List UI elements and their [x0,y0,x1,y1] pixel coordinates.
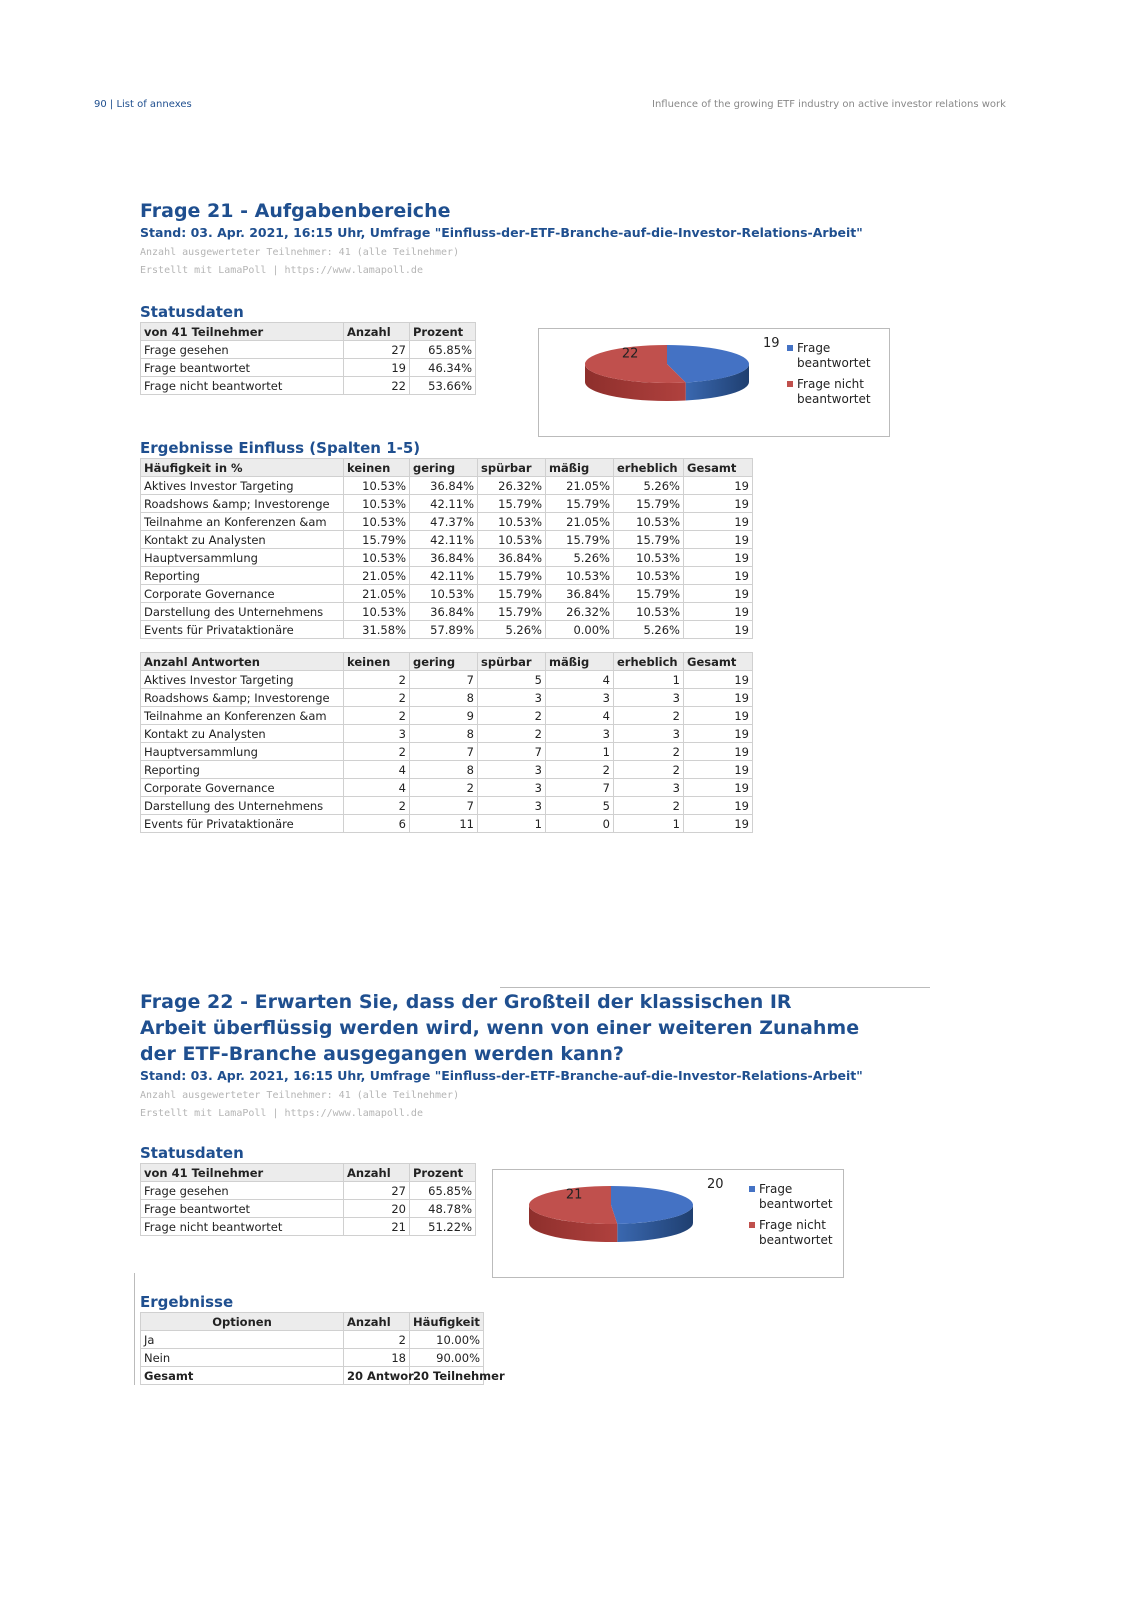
q21-cnt-cell: 19 [684,743,753,761]
q21-pct-cell: 10.53% [478,513,546,531]
q21-cnt-cell: 11 [410,815,478,833]
q21-legend-swatch-red [787,381,793,387]
q22-left-rule [134,1273,135,1385]
q22-title-line1: Frage 22 - Erwarten Sie, dass der Großteil der klassischen IR [140,991,792,1013]
q21-cnt-header-row [141,653,753,671]
q22-legend-swatch-red [749,1222,755,1228]
q21-title: Frage 21 - Aufgabenbereiche [140,200,451,222]
q22-legend-blue-label: Frage beantwortet [759,1182,833,1211]
q22-res-cell: 2 [344,1331,410,1349]
q21-cnt-row [141,707,753,725]
q21-pct-header-cell: keinen [344,459,410,477]
q21-pct-cell: 42.11% [410,531,478,549]
q21-pct-cell: 15.79% [614,585,684,603]
q21-cnt-cell: Teilnahme an Konferenzen &am [141,707,344,725]
q21-cnt-cell: 2 [344,707,410,725]
q22-legend-not-answered [749,1218,839,1248]
q22-status-cell: 20 [344,1200,410,1218]
q21-cnt-cell: 2 [344,743,410,761]
q21-pct-cell: 19 [684,603,753,621]
q21-pct-cell: 5.26% [614,621,684,639]
q21-pct-cell: 36.84% [546,585,614,603]
q22-results [140,1292,505,1385]
q21-pct-cell: 47.37% [410,513,478,531]
q21-status-cell: Frage beantwortet [141,359,344,377]
q22-res-header-cell: Anzahl [344,1313,410,1331]
q22-status-cell: Frage beantwortet [141,1200,344,1218]
q21-cnt-header-cell: gering [410,653,478,671]
q21-pct-cell: 10.53% [614,603,684,621]
q21-pct-header-cell: erheblich [614,459,684,477]
q21-pct-cell: 5.26% [546,549,614,567]
q21-pct-cell: 5.26% [478,621,546,639]
q21-status-title: Statusdaten [140,303,244,321]
q21-cnt-cell: 2 [478,725,546,743]
q21-pct-cell: 21.05% [344,567,410,585]
q21-pct-row [141,513,753,531]
q21-cnt-cell: 2 [344,689,410,707]
q21-pct-header-row [141,459,753,477]
q21-cnt-cell: 2 [614,743,684,761]
q22-legend [749,1182,839,1254]
q21-pct-cell: 5.26% [614,477,684,495]
q21-pct-cell: 21.05% [344,585,410,603]
q22-status-cell: 27 [344,1182,410,1200]
q21-cnt-cell: 3 [478,761,546,779]
q21-cnt-cell: 7 [410,743,478,761]
q21-status-table [140,322,476,395]
q21-cnt-header-cell: mäßig [546,653,614,671]
q21-pct-cell: Teilnahme an Konferenzen &am [141,513,344,531]
q21-cnt-row [141,761,753,779]
q21-pct-cell: 10.53% [344,549,410,567]
q21-pct-row [141,549,753,567]
q21-cnt-cell: 19 [684,779,753,797]
q21-pct-cell: 42.11% [410,567,478,585]
q21-cnt-cell: 2 [410,779,478,797]
q22-res-cell: 18 [344,1349,410,1367]
q22-title-line3: der ETF-Branche ausgegangen werden kann? [140,1043,624,1065]
q21-cnt-cell: 2 [478,707,546,725]
q21-cnt-row [141,689,753,707]
q21-pct-cell: 26.32% [478,477,546,495]
q21-status-header-row [141,323,476,341]
q21-cnt-cell: 19 [684,815,753,833]
q21-status-header-cell: Prozent [410,323,476,341]
q22-legend-swatch-blue [749,1186,755,1192]
q21-cnt-cell: 3 [478,689,546,707]
running-header-right: Influence of the growing ETF industry on active investor relations work [652,99,1006,110]
q22-res-row [141,1331,484,1349]
q22-status-header-cell: Anzahl [344,1164,410,1182]
q22-stand: Stand: 03. Apr. 2021, 16:15 Uhr, Umfrage "Einfluss-der-ETF-Branche-auf-die-Investor-Relations-Arbeit" [140,1068,863,1083]
q21-status-cell: 27 [344,341,410,359]
q21-pct-cell: 10.53% [344,513,410,531]
q21-cnt-cell: 4 [344,779,410,797]
q21-pct-cell: 15.79% [344,531,410,549]
q21-stand: Stand: 03. Apr. 2021, 16:15 Uhr, Umfrage "Einfluss-der-ETF-Branche-auf-die-Investor-Relations-Arbeit" [140,225,863,240]
q21-pct-cell: 15.79% [478,603,546,621]
q21-cnt-cell: 9 [410,707,478,725]
q21-cnt-row [141,743,753,761]
q21-cnt-cell: 3 [614,689,684,707]
q21-pct-cell: 36.84% [410,549,478,567]
q21-cnt-cell: 19 [684,761,753,779]
q21-legend [787,341,877,413]
q22-status-cell: 21 [344,1218,410,1236]
q21-cnt-cell: 19 [684,671,753,689]
q21-pct-cell: Roadshows &amp; Investorenge [141,495,344,513]
q21-cnt-cell: 5 [478,671,546,689]
q21-status-cell: 19 [344,359,410,377]
q21-cnt-row [141,779,753,797]
q21-pct-header-cell: gering [410,459,478,477]
q22-status-cell: Frage gesehen [141,1182,344,1200]
q22-res-cell: 10.00% [410,1331,484,1349]
q21-pct-cell: 10.53% [614,567,684,585]
q21-pct-cell: 10.53% [614,549,684,567]
q21-legend-not-answered [787,377,877,407]
q21-cnt-cell: 19 [684,707,753,725]
q22-status-table [140,1163,476,1236]
q22-legend-red-label: Frage nicht beantwortet [759,1218,833,1247]
q21-pct-cell: 10.53% [344,495,410,513]
q21-cnt-row [141,815,753,833]
q21-pct-cell: 10.53% [410,585,478,603]
q21-cnt-cell: 0 [546,815,614,833]
q22-pie-label-red: 21 [565,1187,583,1203]
q21-pct-cell: 10.53% [344,477,410,495]
q21-cnt-cell: 3 [614,779,684,797]
q21-cnt-cell: 3 [614,725,684,743]
q21-pct-cell: 36.84% [410,477,478,495]
q21-status-row [141,377,476,395]
q22-res-row [141,1367,484,1385]
q21-cnt-cell: 3 [478,779,546,797]
q21-pct-row [141,585,753,603]
q21-legend-red-label: Frage nicht beantwortet [797,377,871,406]
q22-status-cell: Frage nicht beantwortet [141,1218,344,1236]
q21-cnt-cell: 4 [344,761,410,779]
q21-pct-cell: Hauptversammlung [141,549,344,567]
q21-cnt-cell: 3 [546,689,614,707]
q21-pct-cell: 36.84% [410,603,478,621]
q21-pct-cell: 19 [684,513,753,531]
q21-cnt-row [141,725,753,743]
q21-pct-cell: 19 [684,621,753,639]
q21-cnt-cell: 1 [478,815,546,833]
q21-cnt-header-cell: Anzahl Antworten [141,653,344,671]
q21-pct-cell: 10.53% [614,513,684,531]
q21-cnt-cell: 7 [478,743,546,761]
q21-cnt-cell: 19 [684,725,753,743]
q21-cnt-cell: 1 [614,815,684,833]
q22-header [140,989,863,1123]
q22-results-title: Ergebnisse [140,1293,234,1311]
q21-pct-cell: Darstellung des Unternehmens [141,603,344,621]
q21-cnt-cell: 3 [478,797,546,815]
q21-cnt-cell: Kontakt zu Analysten [141,725,344,743]
q21-pct-header-cell: spürbar [478,459,546,477]
q22-statusdaten [140,1143,476,1236]
q21-cnt-header-cell: erheblich [614,653,684,671]
q21-statusdaten [140,302,476,395]
q21-cnt-cell: Roadshows &amp; Investorenge [141,689,344,707]
q21-pct-cell: 10.53% [546,567,614,585]
q22-status-row [141,1182,476,1200]
q21-pct-cell: Corporate Governance [141,585,344,603]
q21-pct-cell: 0.00% [546,621,614,639]
q21-cnt-cell: 2 [344,671,410,689]
running-header-left: 90 | List of annexes [94,99,192,110]
q21-pct-cell: 31.58% [344,621,410,639]
q21-cnt-cell: 2 [614,797,684,815]
q21-cnt-cell: 19 [684,689,753,707]
q21-pct-cell: 36.84% [478,549,546,567]
q21-pct-cell: 15.79% [614,531,684,549]
q21-pct-cell: 19 [684,549,753,567]
q21-pct-cell: 19 [684,495,753,513]
q21-pct-cell: 26.32% [546,603,614,621]
q21-pct-cell: Aktives Investor Targeting [141,477,344,495]
q21-cnt-cell: 7 [546,779,614,797]
q21-pct-cell: Reporting [141,567,344,585]
q21-cnt-cell: Darstellung des Unternehmens [141,797,344,815]
q21-pct-table [140,458,753,639]
q21-cnt-cell: 3 [344,725,410,743]
q21-status-cell: 46.34% [410,359,476,377]
q21-pct-cell: 19 [684,477,753,495]
q22-res-cell: Gesamt [141,1367,344,1385]
q21-pct-cell: 19 [684,531,753,549]
q21-cnt-cell: 2 [344,797,410,815]
q21-cnt-header-cell: Gesamt [684,653,753,671]
q21-pct-cell: 57.89% [410,621,478,639]
q21-status-row [141,341,476,359]
q22-pie-chart [492,1169,844,1278]
q21-status-cell: Frage nicht beantwortet [141,377,344,395]
q21-cnt-row [141,671,753,689]
q21-cnt-cell: 19 [684,797,753,815]
q21-cnt-cell: 4 [546,671,614,689]
q21-pie-chart [538,328,890,437]
q21-status-cell: 53.66% [410,377,476,395]
q21-pct-row [141,495,753,513]
q22-status-header-cell: Prozent [410,1164,476,1182]
q21-pct-cell: 21.05% [546,477,614,495]
q21-legend-answered [787,341,877,371]
q21-cnt-cell: 6 [344,815,410,833]
q21-pct-header-cell: Häufigkeit in % [141,459,344,477]
q22-res-cell: Nein [141,1349,344,1367]
q21-cnt-cell: 1 [546,743,614,761]
q21-pct-header-cell: mäßig [546,459,614,477]
q21-count-table [140,652,753,833]
q21-cnt-cell: 3 [546,725,614,743]
q21-pct-cell: 15.79% [546,531,614,549]
q21-cnt-cell: Hauptversammlung [141,743,344,761]
q21-pct-cell: Kontakt zu Analysten [141,531,344,549]
q21-cnt-cell: 5 [546,797,614,815]
q22-status-header-cell: von 41 Teilnehmer [141,1164,344,1182]
q21-pct-cell: Events für Privataktionäre [141,621,344,639]
q22-status-cell: 48.78% [410,1200,476,1218]
q21-legend-swatch-blue [787,345,793,351]
q21-pct-row [141,621,753,639]
q21-pie-label-red: 22 [621,346,639,362]
q22-legend-answered [749,1182,839,1212]
q21-pie-label-blue: 19 [763,336,780,351]
q21-cnt-cell: Events für Privataktionäre [141,815,344,833]
q22-res-row [141,1349,484,1367]
q21-cnt-cell: 1 [614,671,684,689]
q21-cnt-cell: 8 [410,689,478,707]
q21-cnt-cell: 8 [410,725,478,743]
q21-header [140,198,863,280]
q21-status-cell: 22 [344,377,410,395]
q21-cnt-cell: Corporate Governance [141,779,344,797]
q22-status-title: Statusdaten [140,1144,244,1162]
q22-res-cell: Ja [141,1331,344,1349]
q21-cnt-cell: 7 [410,797,478,815]
q22-status-row [141,1200,476,1218]
q22-res-cell: 20 Antwor [344,1367,410,1385]
q21-pct-cell: 19 [684,585,753,603]
q21-pct-cell: 42.11% [410,495,478,513]
q21-legend-blue-label: Frage beantwortet [797,341,871,370]
q21-pct-cell: 19 [684,567,753,585]
q21-status-header-cell: Anzahl [344,323,410,341]
q21-pct-row [141,531,753,549]
q21-cnt-header-cell: spürbar [478,653,546,671]
q22-meta-created: Erstellt mit LamaPoll | https://www.lamapoll.de [140,1108,423,1119]
q22-res-cell: 20 Teilnehmer [410,1367,484,1385]
q21-pct-cell: 21.05% [546,513,614,531]
q21-status-header-cell: von 41 Teilnehmer [141,323,344,341]
q21-cnt-cell: 2 [614,761,684,779]
q21-status-row [141,359,476,377]
q21-results [140,438,753,833]
q22-res-header-row [141,1313,484,1331]
q21-pct-header-cell: Gesamt [684,459,753,477]
q21-pct-cell: 15.79% [478,585,546,603]
q21-status-cell: Frage gesehen [141,341,344,359]
q21-pct-cell: 15.79% [478,495,546,513]
q21-cnt-header-cell: keinen [344,653,410,671]
q21-cnt-cell: Aktives Investor Targeting [141,671,344,689]
q22-top-rule [500,987,930,988]
q21-pct-cell: 15.79% [478,567,546,585]
q22-res-header-cell: Häufigkeit [410,1313,484,1331]
q22-status-cell: 51.22% [410,1218,476,1236]
q21-cnt-cell: 8 [410,761,478,779]
q21-results-title: Ergebnisse Einfluss (Spalten 1-5) [140,439,421,457]
q22-pie-label-blue: 20 [707,1177,724,1192]
q21-cnt-cell: 2 [614,707,684,725]
q22-meta-participants: Anzahl ausgewerteter Teilnehmer: 41 (alle Teilnehmer) [140,1090,460,1101]
q21-cnt-cell: 4 [546,707,614,725]
q21-cnt-cell: 7 [410,671,478,689]
q22-title-line2: Arbeit überflüssig werden wird, wenn von einer weiteren Zunahme [140,1017,860,1039]
q21-pct-cell: 15.79% [614,495,684,513]
q21-pct-row [141,477,753,495]
q21-status-cell: 65.85% [410,341,476,359]
q22-results-table [140,1312,505,1385]
q21-cnt-row [141,797,753,815]
q21-meta-created: Erstellt mit LamaPoll | https://www.lamapoll.de [140,265,423,276]
q21-pct-cell: 15.79% [546,495,614,513]
q22-res-header-cell: Optionen [141,1313,344,1331]
q21-pct-row [141,603,753,621]
q22-status-header-row [141,1164,476,1182]
q21-cnt-cell: Reporting [141,761,344,779]
q22-status-cell: 65.85% [410,1182,476,1200]
q21-pct-row [141,567,753,585]
q21-meta-participants: Anzahl ausgewerteter Teilnehmer: 41 (alle Teilnehmer) [140,247,460,258]
q21-pct-cell: 10.53% [478,531,546,549]
q22-status-row [141,1218,476,1236]
q22-res-cell: 90.00% [410,1349,484,1367]
q21-cnt-cell: 2 [546,761,614,779]
q21-pct-cell: 10.53% [344,603,410,621]
